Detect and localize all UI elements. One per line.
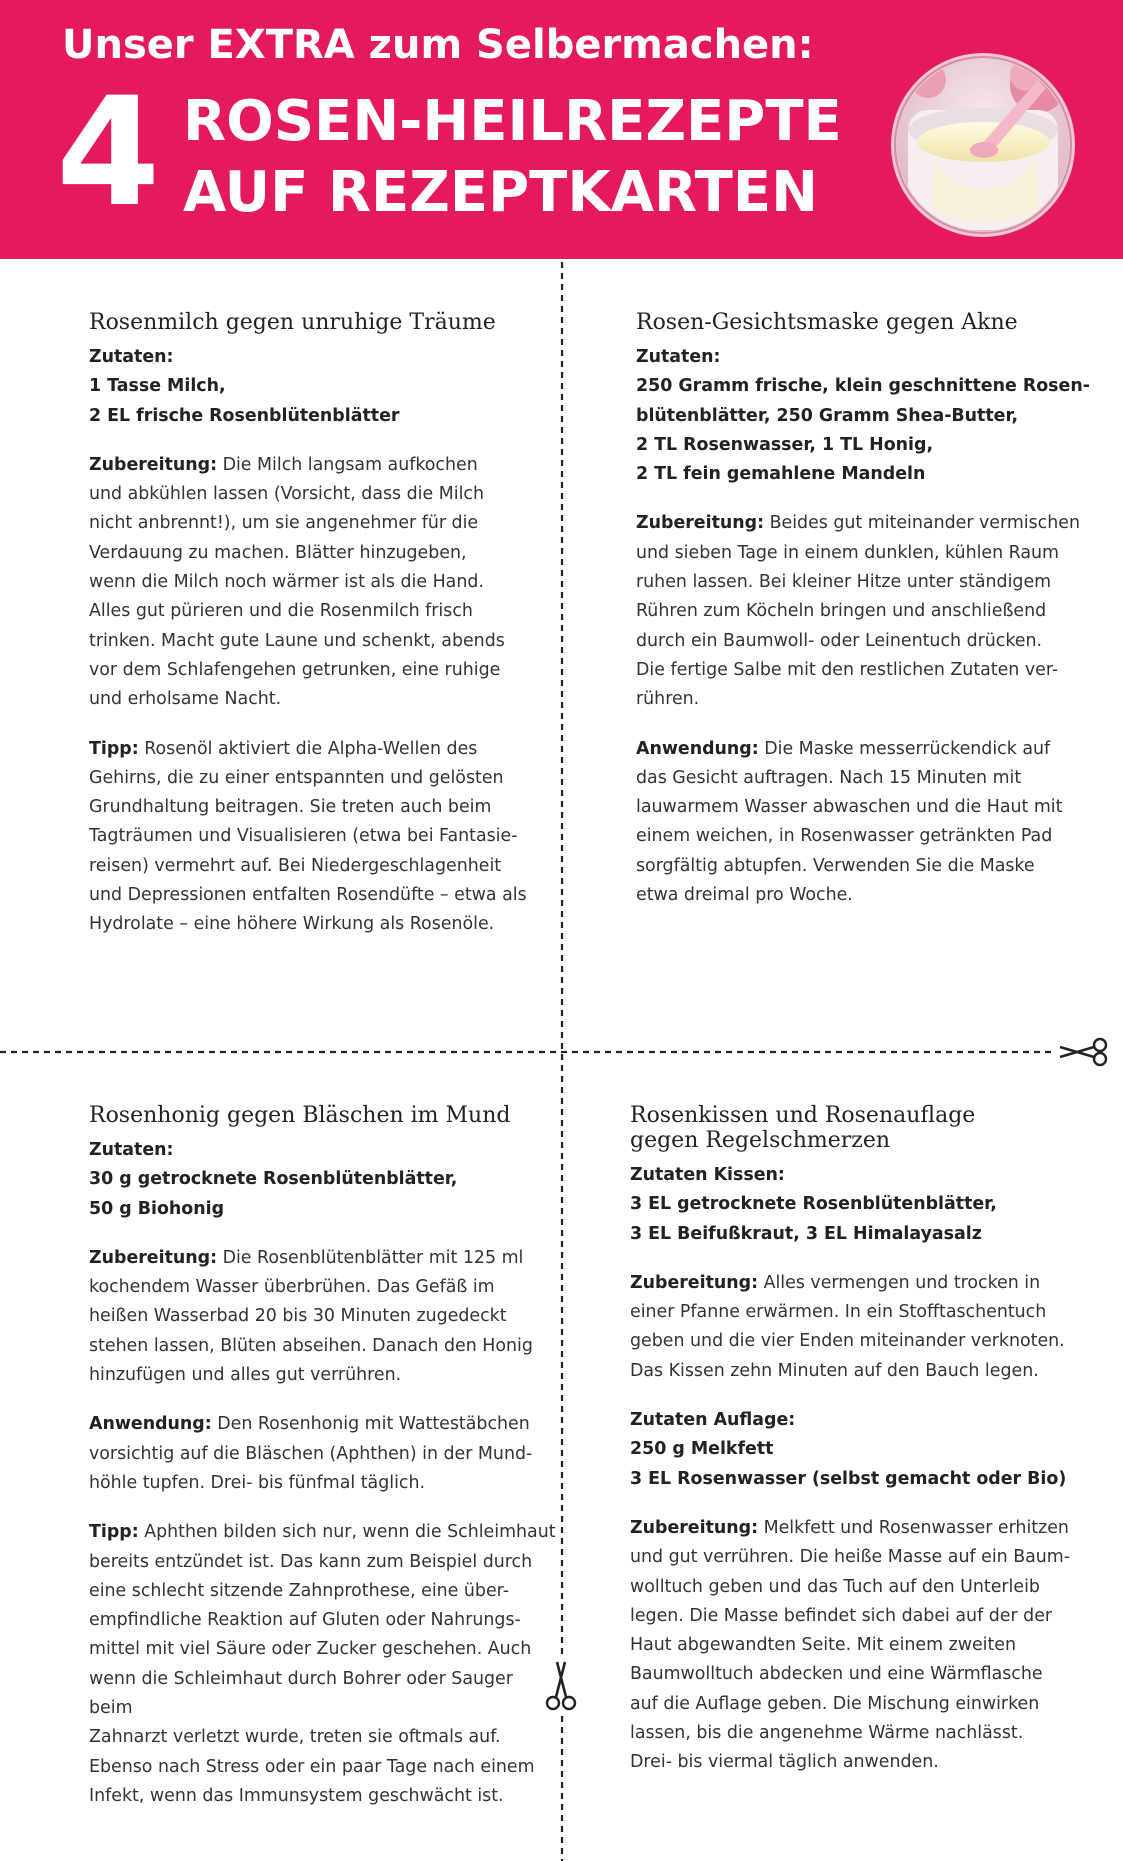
text-line: lassen, bis die angenehme Wärme nachlässt. <box>630 1723 1024 1744</box>
header-title-line2: AUF REZEPTKARTEN <box>183 160 818 225</box>
section-label: Zubereitung: <box>636 513 765 534</box>
text-line: einem weichen, in Rosenwasser getränkten Pad <box>636 826 1053 847</box>
text-line: ruhen lassen. Bei kleiner Hitze unter ständigem <box>636 572 1052 593</box>
ingredient-line: 2 TL Rosenwasser, 1 TL Honig, <box>636 434 934 455</box>
text-line: trinken. Macht gute Laune und schenkt, abends <box>89 630 505 651</box>
text-line: Grundhaltung beitragen. Sie treten auch beim <box>89 797 492 818</box>
text-line: lauwarmem Wasser abwaschen und die Haut mit <box>636 797 1063 818</box>
section-label: Zubereitung: <box>89 454 218 475</box>
section-label: Anwendung: <box>89 1414 212 1435</box>
text-line: wenn die Schleimhaut durch Bohrer oder Sauger beim <box>89 1668 513 1719</box>
text-line: Aphthen bilden sich nur, wenn die Schleimhaut <box>138 1522 556 1543</box>
tip-section <box>89 735 529 940</box>
recipe-card-rosenkissen <box>630 1103 1100 1798</box>
text-line: Alles gut pürieren und die Rosenmilch frisch <box>89 601 473 622</box>
text-line: Haut abgewandten Seite. Mit einem zweiten <box>630 1635 1017 1656</box>
ingredient-line: 3 EL getrocknete Rosenblütenblätter, <box>630 1194 997 1215</box>
section-label: Zubereitung: <box>630 1272 759 1293</box>
section-label: Tipp: <box>89 1522 139 1543</box>
ingredients-section <box>89 343 529 431</box>
recipe-title <box>630 1103 1100 1153</box>
text-line: wenn die Milch noch wärmer ist als die Hand. <box>89 572 484 593</box>
recipe-title-line: Rosenkissen und Rosenauflage <box>630 1103 976 1128</box>
ingredient-line: 3 EL Rosenwasser (selbst gemacht oder Bio) <box>630 1468 1067 1489</box>
section-label: Anwendung: <box>636 738 759 759</box>
text-line: einer Pfanne erwärmen. In ein Stofftaschentuch <box>630 1302 1047 1323</box>
text-line: Drei- bis viermal täglich anwenden. <box>630 1752 939 1773</box>
text-line: Ebenso nach Stress oder ein paar Tage nach einem <box>89 1756 535 1777</box>
section-label: Zutaten: <box>89 347 174 367</box>
section-label: Zutaten: <box>636 347 721 367</box>
text-line: Verdauung zu machen. Blätter hinzugeben, <box>89 542 467 563</box>
text-line: heißen Wasserbad 20 bis 30 Minuten zugedeckt <box>89 1306 507 1327</box>
text-line: Das Kissen zehn Minuten auf den Bauch legen. <box>630 1360 1039 1381</box>
scissors-icon <box>545 1660 577 1712</box>
text-line: Rosenöl aktiviert die Alpha-Wellen des <box>138 738 478 759</box>
text-line: rühren. <box>636 689 700 710</box>
text-line: und sieben Tage in einem dunklen, kühlen Raum <box>636 542 1060 563</box>
text-line: Rühren zum Köcheln bringen und anschließend <box>636 601 1047 622</box>
ingredient-line: 250 Gramm frische, klein geschnittene Rosen- <box>636 376 1090 397</box>
ingredient-line: 2 EL frische Rosenblütenblätter <box>89 405 400 426</box>
recipe-card-rosenhonig <box>89 1103 556 1831</box>
header-title-line1: ROSEN-HEILREZEPTE <box>183 89 842 154</box>
section-label: Zutaten Auflage: <box>630 1410 796 1431</box>
text-line: das Gesicht auftragen. Nach 15 Minuten mit <box>636 767 1022 788</box>
header-subtitle: Unser EXTRA zum Selbermachen: <box>62 22 814 68</box>
preparation-section-2 <box>630 1514 1100 1778</box>
recipe-card-rosenmilch <box>89 310 529 960</box>
application-section <box>636 735 1096 911</box>
scissors-icon <box>1058 1037 1110 1067</box>
preparation-section <box>89 1244 539 1390</box>
text-line: Die Rosenblütenblätter mit 125 ml <box>217 1247 524 1268</box>
tip-section <box>89 1518 556 1811</box>
ingredients-section <box>89 1136 539 1224</box>
application-section <box>89 1410 539 1498</box>
recipe-card-gesichtsmaske <box>636 310 1096 930</box>
text-line: Baumwolltuch abdecken und eine Wärmflasche <box>630 1664 1043 1685</box>
text-line: Die Maske messerrückendick auf <box>758 738 1051 759</box>
text-line: etwa dreimal pro Woche. <box>636 885 853 906</box>
text-line: Die Milch langsam aufkochen <box>217 454 478 475</box>
recipe-title: Rosenmilch gegen unruhige Träume <box>89 310 496 335</box>
text-line: und abkühlen lassen (Vorsicht, dass die Milch <box>89 484 484 505</box>
section-label: Zubereitung: <box>630 1517 759 1538</box>
text-line: geben und die vier Enden miteinander verknoten. <box>630 1331 1065 1352</box>
text-line: auf die Auflage geben. Die Mischung einwirken <box>630 1693 1040 1714</box>
text-line: vor dem Schlafengehen getrunken, eine ruhige <box>89 659 501 680</box>
text-line: vorsichtig auf die Bläschen (Aphthen) in der Mund- <box>89 1443 533 1464</box>
text-line: Infekt, wenn das Immunsystem geschwächt ist. <box>89 1785 504 1806</box>
text-line: wolltuch geben und das Tuch auf den Unterleib <box>630 1576 1040 1597</box>
text-line: stehen lassen, Blüten abseihen. Danach den Honig <box>89 1335 533 1356</box>
text-line: reisen) vermehrt auf. Bei Niedergeschlagenheit <box>89 855 502 876</box>
ingredient-line: 3 EL Beifußkraut, 3 EL Himalayasalz <box>630 1223 982 1244</box>
text-line: Tagträumen und Visualisieren (etwa bei Fantasie- <box>89 826 518 847</box>
ingredient-line: 1 Tasse Milch, <box>89 376 226 397</box>
text-line: hinzufügen und alles gut verrühren. <box>89 1365 402 1386</box>
text-line: Den Rosenhonig mit Wattestäbchen <box>211 1414 530 1435</box>
ingredients-section <box>636 343 1096 489</box>
preparation-section <box>89 451 529 715</box>
text-line: Gehirns, die zu einer entspannten und gelösten <box>89 767 504 788</box>
ingredient-line: blütenblätter, 250 Gramm Shea-Butter, <box>636 405 1019 426</box>
text-line: mittel mit viel Säure oder Zucker geschehen. Auch <box>89 1639 532 1660</box>
text-line: kochendem Wasser überbrühen. Das Gefäß im <box>89 1277 495 1298</box>
preparation-section <box>636 509 1096 714</box>
text-line: Beides gut miteinander vermischen <box>764 513 1080 534</box>
ingredients-pillow-section <box>630 1161 1100 1249</box>
text-line: und gut verrühren. Die heiße Masse auf ein Baum- <box>630 1547 1071 1568</box>
ingredient-line: 30 g getrocknete Rosenblütenblätter, <box>89 1169 458 1190</box>
text-line: empfindliche Reaktion auf Gluten oder Nahrungs- <box>89 1610 521 1631</box>
text-line: Alles vermengen und trocken in <box>758 1272 1041 1293</box>
preparation-section <box>630 1269 1100 1386</box>
text-line: legen. Die Masse befindet sich dabei auf der der <box>630 1605 1053 1626</box>
text-line: höhle tupfen. Drei- bis fünfmal täglich. <box>89 1472 426 1493</box>
section-label: Tipp: <box>89 738 139 759</box>
text-line: Die fertige Salbe mit den restlichen Zutaten ver- <box>636 659 1059 680</box>
section-label: Zutaten: <box>89 1140 174 1160</box>
recipe-title: Rosen-Gesichtsmaske gegen Akne <box>636 310 1018 335</box>
recipe-title-line: gegen Regelschmerzen <box>630 1128 891 1153</box>
text-line: eine schlecht sitzende Zahnprothese, eine über- <box>89 1580 509 1601</box>
header-number: 4 <box>56 66 161 240</box>
text-line: und Depressionen entfalten Rosendüfte – etwa als <box>89 885 527 906</box>
text-line: Hydrolate – eine höhere Wirkung als Rosenöle. <box>89 914 495 935</box>
ingredient-line: 2 TL fein gemahlene Mandeln <box>636 464 926 485</box>
text-line: durch ein Baumwoll- oder Leinentuch drücken. <box>636 630 1043 651</box>
ingredients-compress-section <box>630 1406 1100 1494</box>
text-line: Melkfett und Rosenwasser erhitzen <box>758 1517 1069 1538</box>
ingredient-line: 50 g Biohonig <box>89 1198 225 1219</box>
section-label: Zubereitung: <box>89 1247 218 1268</box>
text-line: bereits entzündet ist. Das kann zum Beispiel durch <box>89 1551 533 1572</box>
section-label: Zutaten Kissen: <box>630 1165 785 1185</box>
ingredient-line: 250 g Melkfett <box>630 1439 774 1460</box>
text-line: Zahnarzt verletzt wurde, treten sie oftmals auf. <box>89 1727 501 1748</box>
text-line: und erholsame Nacht. <box>89 689 282 710</box>
text-line: sorgfältig abtupfen. Verwenden Sie die Maske <box>636 855 1035 876</box>
recipe-title: Rosenhonig gegen Bläschen im Mund <box>89 1103 511 1128</box>
text-line: nicht anbrennt!), um sie angenehmer für die <box>89 513 479 534</box>
